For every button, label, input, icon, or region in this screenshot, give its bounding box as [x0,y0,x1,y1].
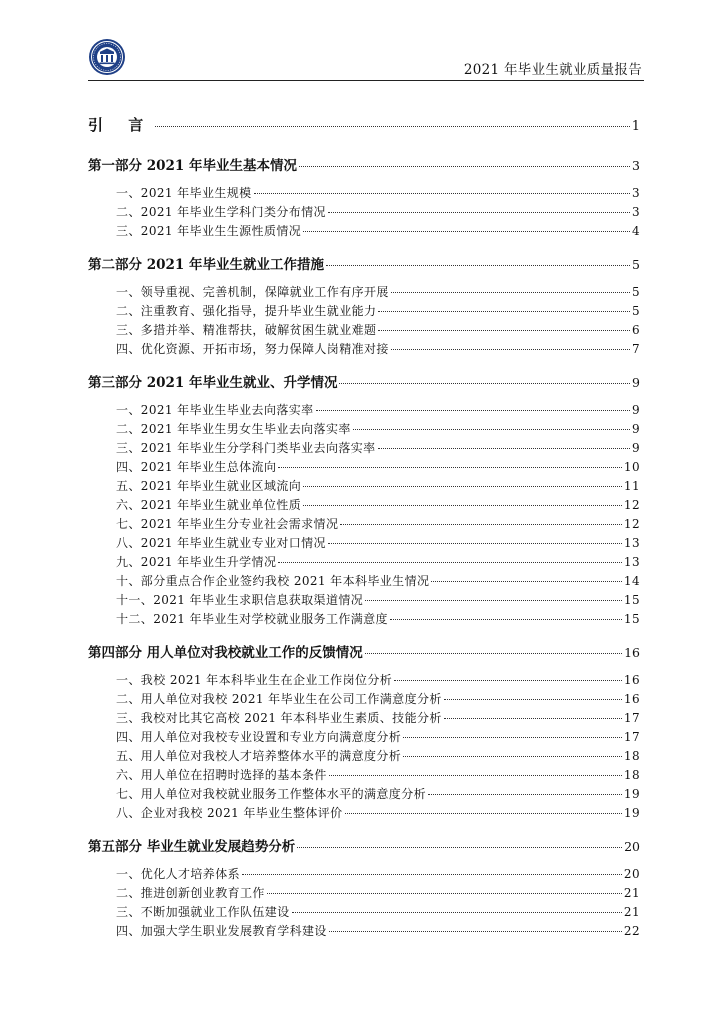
toc-entry-label: 四、优化资源、开拓市场，努力保障人岗精准对接 [116,342,389,356]
toc-parts [88,154,640,941]
toc-entry[interactable] [116,884,640,903]
toc-part-heading[interactable] [88,154,640,174]
toc-entry[interactable] [116,709,640,728]
toc-leader-dots [431,581,622,582]
toc-entry-label: 十、部分重点合作企业签约我校 2021 年本科毕业生情况 [116,574,430,588]
toc-page-number: 9 [631,441,640,455]
toc-part-heading[interactable] [88,371,640,391]
header-divider [88,80,644,81]
table-of-contents [88,114,640,953]
toc-entry-label: 五、用人单位对我校人才培养整体水平的满意度分析 [116,749,402,763]
toc-leader-dots [278,562,622,563]
toc-page-number: 3 [631,186,640,200]
toc-entry-label: 三、2021 年毕业生分学科门类毕业去向落实率 [116,441,376,455]
toc-page-number: 6 [631,323,640,337]
toc-leader-dots [353,429,630,430]
toc-page-number: 15 [623,593,640,607]
toc-entry-label: 七、2021 年毕业生分专业社会需求情况 [116,517,339,531]
toc-entry[interactable] [116,477,640,496]
toc-page-number: 5 [631,304,640,318]
toc-leader-dots [297,847,622,848]
toc-entry-label: 九、2021 年毕业生升学情况 [116,555,277,569]
toc-entry-label: 六、用人单位在招聘时选择的基本条件 [116,768,327,782]
toc-part-heading[interactable] [88,835,640,855]
toc-entry[interactable] [116,534,640,553]
toc-page-number: 17 [623,711,640,725]
toc-part-label: 第二部分 2021 年毕业生就业工作措施 [88,257,324,273]
toc-entry-label: 四、用人单位对我校专业设置和专业方向满意度分析 [116,730,402,744]
toc-leader-dots [242,874,622,875]
toc-entry-label: 八、2021 年毕业生就业专业对口情况 [116,536,326,550]
toc-entry-label: 七、用人单位对我校就业服务工作整体水平的满意度分析 [116,787,427,801]
toc-entry-intro[interactable] [88,114,640,135]
toc-entry[interactable] [116,340,640,359]
toc-entry[interactable] [116,203,640,222]
toc-leader-dots [267,893,622,894]
toc-page-number: 14 [623,574,640,588]
toc-leader-dots [278,467,622,468]
toc-entry[interactable] [116,184,640,203]
toc-entry-label: 三、多措并举、精准帮扶，破解贫困生就业难题 [116,323,377,337]
toc-leader-dots [339,383,630,384]
toc-page-number: 20 [623,867,640,881]
toc-entry[interactable] [116,496,640,515]
toc-part-label: 第四部分 用人单位对我校就业工作的反馈情况 [88,645,363,661]
toc-entry[interactable] [116,591,640,610]
toc-page-number: 13 [623,555,640,569]
toc-leader-dots [428,794,622,795]
toc-entry[interactable] [116,302,640,321]
toc-entry[interactable] [116,283,640,302]
toc-entry-label: 八、企业对我校 2021 年毕业生整体评价 [116,806,343,820]
toc-entry[interactable] [116,922,640,941]
toc-entry[interactable] [116,515,640,534]
toc-section-5 [88,835,640,941]
toc-entry-label: 引 言 [88,116,154,134]
toc-entry-label: 一、领导重视、完善机制，保障就业工作有序开展 [116,285,389,299]
toc-leader-dots [328,212,630,213]
toc-entry[interactable] [116,572,640,591]
toc-section-1 [88,154,640,241]
toc-entry-label: 四、加强大学生职业发展教育学科建设 [116,924,327,938]
toc-section-2 [88,253,640,359]
toc-page-number: 9 [631,403,640,417]
toc-part-label: 第三部分 2021 年毕业生就业、升学情况 [88,375,338,391]
toc-leader-dots [365,653,622,654]
toc-page-number: 19 [623,806,640,820]
toc-entry-label: 一、我校 2021 年本科毕业生在企业工作岗位分析 [116,673,393,687]
toc-leader-dots [378,330,630,331]
toc-leader-dots [155,126,629,127]
toc-leader-dots [303,505,622,506]
toc-leader-dots [299,166,630,167]
toc-entry-label: 二、注重教育、强化指导，提升毕业生就业能力 [116,304,377,318]
toc-entry-label: 六、2021 年毕业生就业单位性质 [116,498,302,512]
toc-page-number: 13 [623,536,640,550]
toc-leader-dots [303,486,622,487]
toc-leader-dots [378,311,630,312]
toc-leader-dots [303,231,630,232]
toc-entry[interactable] [116,439,640,458]
toc-entry[interactable] [116,785,640,804]
toc-entry[interactable] [116,321,640,340]
toc-entry[interactable] [116,804,640,823]
toc-entry-label: 一、2021 年毕业生毕业去向落实率 [116,403,314,417]
toc-page-number: 20 [624,839,640,854]
toc-part-label: 第一部分 2021 年毕业生基本情况 [88,158,297,174]
toc-page-number: 18 [623,768,640,782]
toc-page-number: 16 [624,645,640,660]
toc-page-number: 22 [623,924,640,938]
toc-section-3 [88,371,640,629]
toc-entry-label: 二、2021 年毕业生学科门类分布情况 [116,205,326,219]
toc-entry[interactable] [116,420,640,439]
toc-page-number: 7 [631,342,640,356]
toc-entry-label: 二、2021 年毕业生男女生毕业去向落实率 [116,422,351,436]
toc-page-number: 5 [631,285,640,299]
toc-page-number: 12 [623,498,640,512]
toc-part-heading[interactable] [88,253,640,273]
toc-entry-label: 二、用人单位对我校 2021 年毕业生在公司工作满意度分析 [116,692,442,706]
toc-leader-dots [329,931,622,932]
toc-leader-dots [340,524,622,525]
toc-page-number: 17 [623,730,640,744]
toc-entry-label: 五、2021 年毕业生就业区域流向 [116,479,302,493]
toc-page-number: 15 [623,612,640,626]
toc-entry-label: 一、2021 年毕业生规模 [116,186,252,200]
toc-leader-dots [316,410,630,411]
toc-page-number: 3 [631,205,640,219]
toc-leader-dots [403,756,622,757]
toc-part-label: 第五部分 毕业生就业发展趋势分析 [88,839,296,855]
toc-leader-dots [391,349,630,350]
toc-leader-dots [378,448,630,449]
toc-entry[interactable] [116,903,640,922]
university-seal-icon [88,38,126,76]
toc-leader-dots [292,912,622,913]
toc-section-4 [88,641,640,823]
toc-page-number: 4 [631,224,640,238]
toc-entry-label: 三、不断加强就业工作队伍建设 [116,905,290,919]
toc-entry[interactable] [116,610,640,629]
toc-entry[interactable] [116,401,640,420]
report-title: 2021 年毕业生就业质量报告 [463,62,642,78]
toc-entry-label: 一、优化人才培养体系 [116,867,241,881]
toc-leader-dots [444,718,622,719]
toc-page-number: 11 [623,479,640,493]
toc-page-number: 16 [623,673,640,687]
toc-entry[interactable] [116,671,640,690]
toc-entry[interactable] [116,865,640,884]
toc-leader-dots [345,813,622,814]
toc-entry[interactable] [116,728,640,747]
toc-entry[interactable] [116,747,640,766]
toc-leader-dots [394,680,622,681]
toc-entry[interactable] [116,222,640,241]
toc-entry-label: 十二、2021 年毕业生对学校就业服务工作满意度 [116,612,388,626]
toc-entry-label: 三、我校对比其它高校 2021 年本科毕业生素质、技能分析 [116,711,442,725]
toc-entry[interactable] [116,690,640,709]
toc-part-heading[interactable] [88,641,640,661]
toc-page-number: 9 [632,375,640,390]
toc-entry-label: 十一、2021 年毕业生求职信息获取渠道情况 [116,593,364,607]
toc-leader-dots [365,600,622,601]
toc-leader-dots [329,775,622,776]
toc-page-number: 1 [631,119,640,134]
toc-entry[interactable] [116,458,640,477]
toc-entry-label: 二、推进创新创业教育工作 [116,886,265,900]
toc-page-number: 19 [623,787,640,801]
toc-leader-dots [254,193,630,194]
toc-leader-dots [390,619,622,620]
toc-page-number: 21 [623,886,640,900]
toc-entry[interactable] [116,553,640,572]
toc-page-number: 16 [623,692,640,706]
toc-entry-label: 三、2021 年毕业生生源性质情况 [116,224,302,238]
toc-page-number: 10 [623,460,640,474]
toc-leader-dots [403,737,622,738]
toc-leader-dots [444,699,622,700]
toc-page-number: 9 [631,422,640,436]
toc-page-number: 21 [623,905,640,919]
toc-entry-label: 四、2021 年毕业生总体流向 [116,460,277,474]
toc-page-number: 3 [632,158,640,173]
page-header [88,38,644,82]
toc-leader-dots [391,292,630,293]
toc-leader-dots [328,543,622,544]
toc-page-number: 18 [623,749,640,763]
toc-leader-dots [326,265,630,266]
toc-page-number: 12 [623,517,640,531]
toc-page-number: 5 [632,257,640,272]
toc-entry[interactable] [116,766,640,785]
